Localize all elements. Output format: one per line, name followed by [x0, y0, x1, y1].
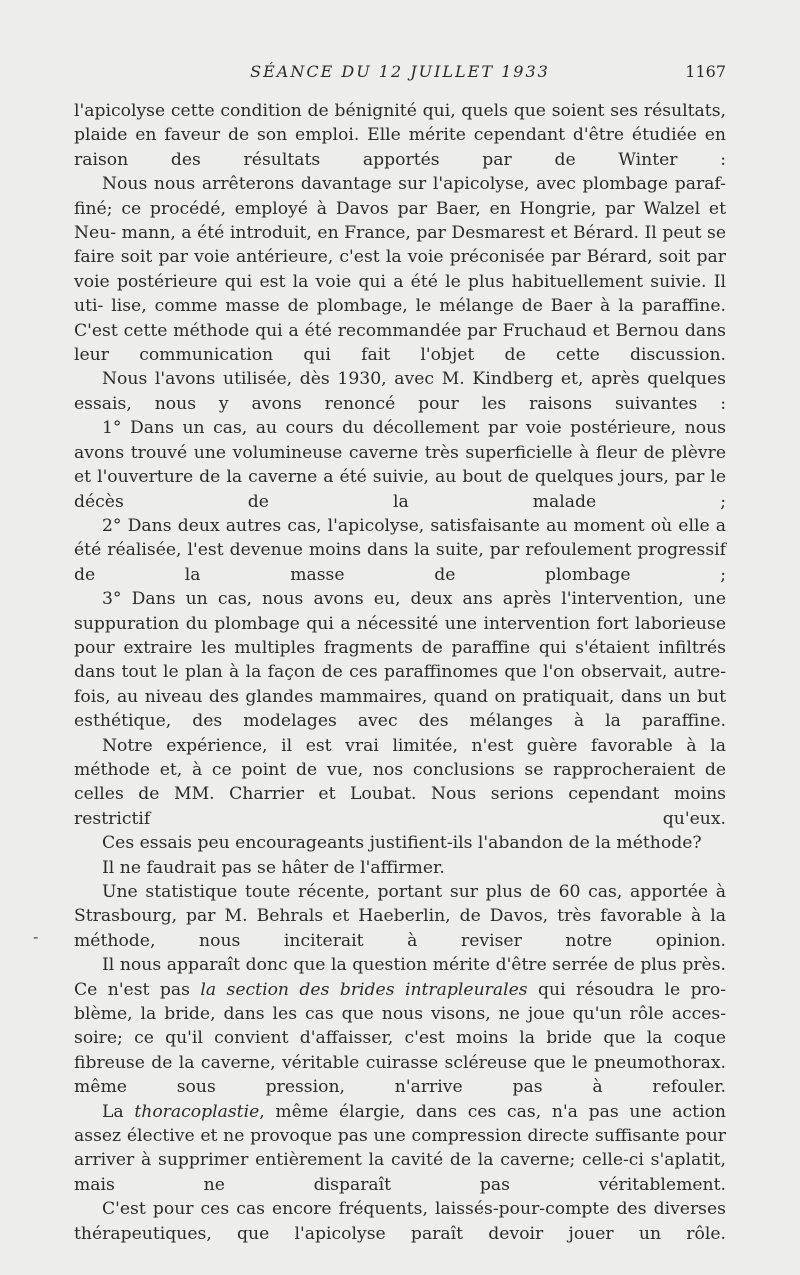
text-line: 1° Dans un cas, au cours du décollement par voie postérieure, nous — [102, 418, 726, 439]
paragraph — [74, 880, 726, 953]
text-line: suppuration du plombage qui a nécessité une intervention fort laborieuse — [74, 613, 726, 634]
margin-mark: - — [33, 927, 39, 946]
paragraph — [74, 1100, 726, 1198]
paragraph — [74, 953, 726, 1099]
text-line: pour extraire les multiples fragments de paraffine qui s'étaient infiltrés — [74, 637, 726, 658]
text-line: lise, comme masse de plombage, le mélange de Baer à la paraffine. C'est — [74, 296, 727, 341]
text-line: raison des résultats apportés par de Winter : — [74, 149, 726, 170]
paragraph — [74, 99, 726, 172]
text-line: Il nous apparaît donc que la question mérite d'être serrée de plus — [102, 955, 677, 976]
text-line: qui résoudra le pro- — [527, 979, 726, 1000]
text-line: élective et ne provoque pas une compression directe suffisante pour arriver — [74, 1126, 726, 1171]
text-line: C'est pour ces cas encore fréquents, laissés-pour-compte des diverses — [102, 1199, 726, 1220]
text-line: soire; ce qu'il convient d'affaisser, c'est moins la bride que la coque — [74, 1028, 726, 1049]
text-line: finé; ce procédé, employé à Davos par Baer, en Hongrie, par Walzel et Neu- — [74, 198, 726, 244]
text-line: été réalisée, l'est devenue moins dans la suite, par refoulement progressif — [74, 540, 726, 561]
text-line: La — [102, 1101, 135, 1122]
italic-phrase: thoracoplastie — [134, 1101, 260, 1122]
text-line: même sous pression, n'arrive pas à refouler. — [74, 1077, 726, 1098]
paragraph — [74, 172, 726, 367]
page-number: 1167 — [685, 62, 726, 81]
paragraph — [74, 587, 726, 733]
running-title: SÉANCE DU 12 JUILLET 1933 — [250, 62, 550, 81]
text-line: soit par voie antérieure, c'est la voie préconisée par Bérard, soit par voie — [74, 247, 727, 292]
text-line: Nous nous arrêterons davantage sur l'apicolyse, avec plombage paraf- — [102, 174, 726, 195]
text-line: dans tout le plan à la façon de ces paraffinomes que l'on observait, autre- — [74, 662, 726, 683]
paragraph — [74, 367, 726, 416]
paragraph — [74, 856, 726, 880]
text-line: thérapeutiques, que l'apicolyse paraît devoir jouer un rôle. — [74, 1223, 726, 1244]
text-line: de la masse de plombage ; — [74, 564, 726, 585]
text-line: 3° Dans un cas, nous avons eu, deux ans après l'intervention, une — [102, 589, 726, 610]
text-line: , même élargie, dans ces cas, n'a pas une action assez — [74, 1101, 727, 1147]
text-line: Nous l'avons utilisée, dès 1930, avec M. Kindberg et, après quelques — [102, 369, 726, 390]
text-line: esthétique, des modelages avec des mélanges à la paraffine. — [74, 711, 726, 732]
paragraph — [74, 514, 726, 587]
text-line: plaide en faveur de son emploi. Elle mérite cependant d'être étudiée en — [74, 125, 726, 146]
text-line: essais, nous y avons renoncé pour les raisons suivantes : — [74, 393, 726, 414]
text-line: méthode, nous inciterait à reviser notre opinion. — [74, 930, 726, 951]
text-line: Ces essais peu encourageants justifient-ils l'abandon de la méthode? — [102, 833, 702, 854]
paragraph — [74, 1197, 726, 1246]
text-line: blème, la bride, dans les cas que nous visons, ne joue qu'un rôle acces- — [74, 1004, 726, 1025]
text-line: Une statistique toute récente, portant sur plus de 60 cas, apportée à — [102, 882, 726, 902]
text-line: avons trouvé une volumineuse caverne très superficielle à fleur de plèvre — [74, 442, 726, 463]
text-line: fois, au niveau des glandes mammaires, quand on pratiquait, dans un but — [74, 686, 726, 707]
text-line: postérieure qui est la voie qui a été le plus habituellement suivie. Il uti- — [74, 271, 726, 317]
text-line: et l'ouverture de la caverne a été suivie, au bout de quelques jours, par le — [74, 467, 726, 488]
text-line: Il ne faudrait pas se hâter de l'affirmer. — [102, 857, 445, 878]
text-line: mann, a été introduit, en France, par Desmarest et Bérard. Il peut se faire — [74, 223, 726, 268]
text-line: décès de la malade ; — [74, 491, 726, 512]
text-line: et, à ce point de vue, nos conclusions se rapprocheraient de celles de — [74, 759, 726, 805]
text-line: à supprimer entièrement la cavité de la caverne; celle-ci s'aplatit, mais ne — [74, 1150, 726, 1195]
text-line: 2° Dans deux autres cas, l'apicolyse, satisfaisante au moment où elle a — [102, 515, 726, 536]
text-line: près. Ce n'est pas — [74, 955, 726, 1000]
paragraph — [74, 734, 726, 832]
text-line: communication qui fait l'objet de cette discussion. — [139, 345, 727, 366]
text-line: MM. Charrier et Loubat. Nous serions cependant moins restrictif qu'eux. — [74, 784, 726, 829]
text-line: Notre expérience, il est vrai limitée, n'est guère favorable à la méthode — [74, 735, 726, 780]
text-line: l'apicolyse cette condition de bénignité qui, quels que soient ses résultats, — [74, 101, 726, 121]
text-line: cette méthode qui a été recommandée par Fruchaud et Bernou dans leur — [74, 320, 727, 366]
text-line: Strasbourg, par M. Behrals et Haeberlin, de Davos, très favorable à la — [74, 906, 726, 927]
body-text — [74, 99, 726, 1246]
paragraph — [74, 416, 726, 514]
italic-phrase: la section des brides intrapleurales — [200, 979, 528, 1000]
text-line: fibreuse de la caverne, véritable cuirasse scléreuse que le pneumothorax. — [74, 1052, 726, 1073]
paragraph — [74, 831, 726, 855]
text-line: disparaît pas véritablement. — [313, 1174, 726, 1195]
page-header — [74, 62, 726, 86]
